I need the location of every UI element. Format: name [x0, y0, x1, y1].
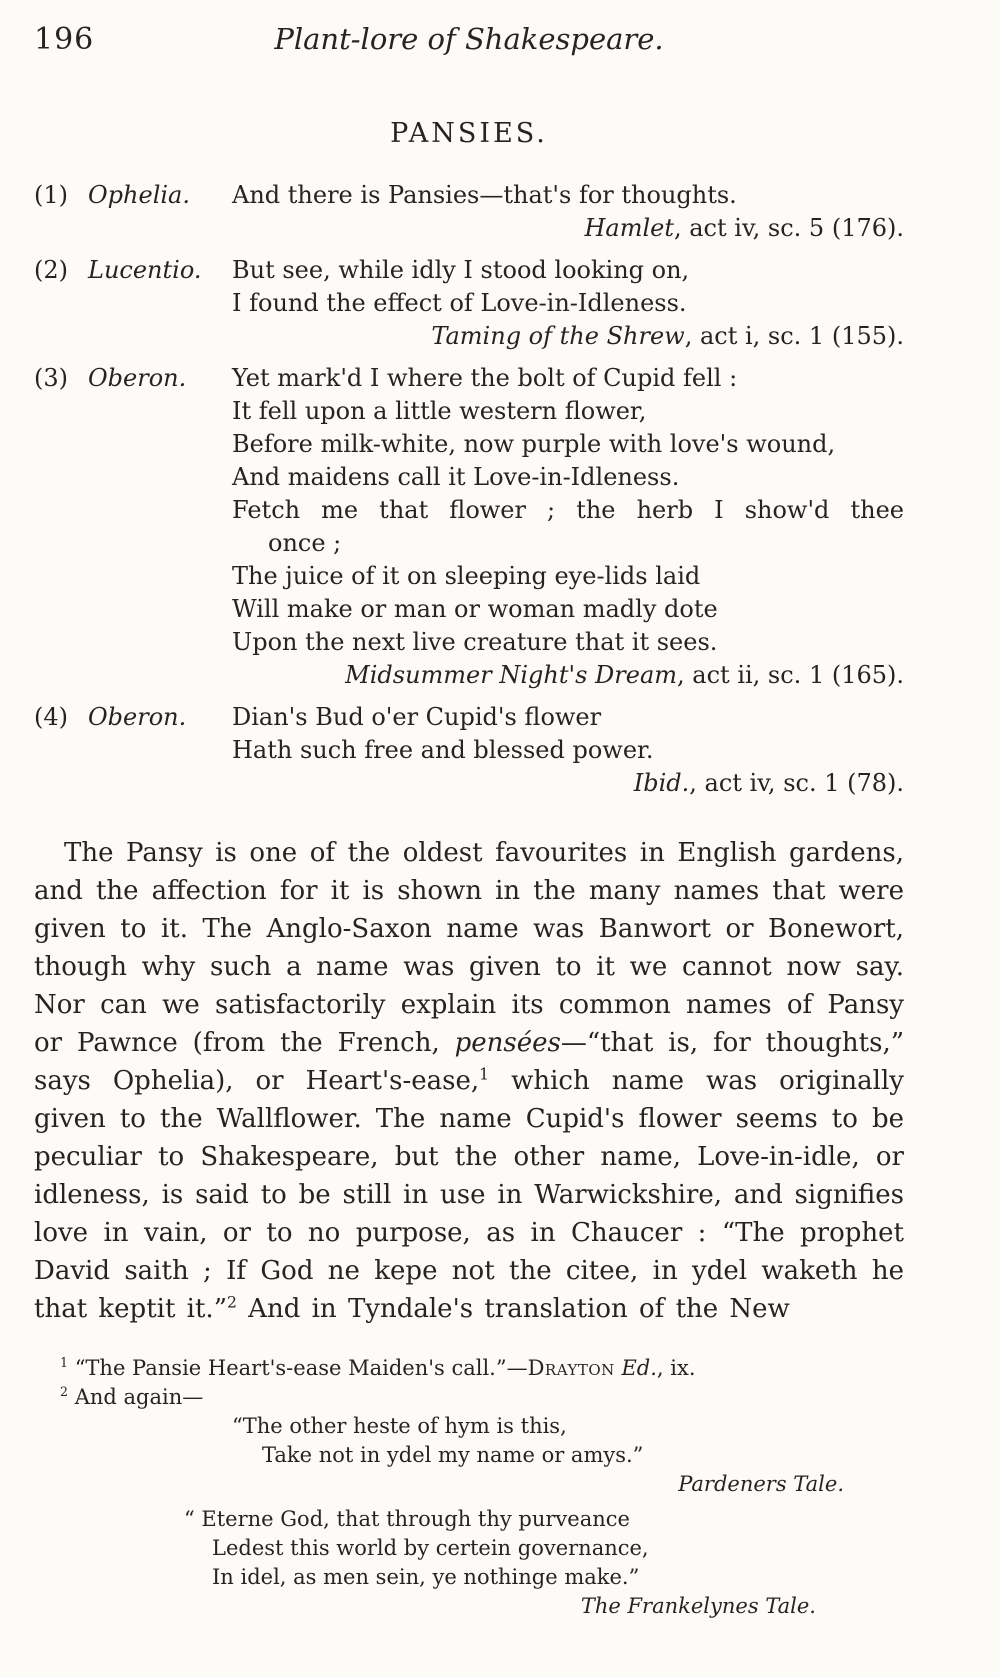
body-italic-word: pensées — [454, 1028, 561, 1058]
quote-number: (1) — [34, 181, 68, 209]
verse-line: Fetch me that flower ; the herb I show'd thee — [232, 496, 904, 524]
verse-citation: The Frankelynes Tale. — [580, 1594, 816, 1618]
quotation-2 — [34, 254, 904, 353]
verse-line: I found the effect of Love-in-Idleness. — [232, 289, 687, 317]
footnote-marker-2: 2 — [60, 1384, 69, 1399]
footnote-verse-2 — [184, 1505, 904, 1592]
verse-line: Will make or man or woman madly dote — [232, 595, 718, 623]
citation-work: Midsummer Night's Dream — [345, 661, 678, 689]
quotation-1 — [34, 179, 904, 245]
citation-detail: , act ii, sc. 1 (165). — [677, 661, 904, 689]
citation — [232, 767, 904, 800]
speaker-name: Ophelia. — [88, 181, 190, 209]
verse-line: Upon the next live creature that it sees. — [232, 628, 718, 656]
citation — [232, 212, 904, 245]
verse-line: Ledest this world by certein governance, — [212, 1536, 649, 1560]
verse-citation: Pardeners Tale. — [678, 1472, 844, 1496]
verse-line: Dian's Bud o'er Cupid's flower — [232, 703, 602, 731]
quote-body — [232, 701, 904, 800]
footnotes-section — [34, 1354, 904, 1621]
citation-detail: , act iv, sc. 1 (78). — [689, 769, 904, 797]
footnote-verse-1 — [232, 1412, 904, 1470]
verse-line: Before milk-white, now purple with love's wound, — [232, 430, 836, 458]
verse-line: once ; — [268, 529, 342, 557]
work-abbrev: Ed. — [614, 1356, 657, 1380]
citation-detail: , act i, sc. 1 (155). — [684, 322, 904, 350]
verse-line: Hath such free and blessed power. — [232, 736, 654, 764]
running-head — [34, 22, 904, 68]
verse-line: In idel, as men sein, ye nothinge make.” — [212, 1565, 640, 1589]
verse-line: “The other heste of hym is this, — [232, 1414, 567, 1438]
running-title: Plant-lore of Shakespeare. — [274, 22, 664, 56]
citation-work: Taming of the Shrew — [431, 322, 685, 350]
verse-line: It fell upon a little western flower, — [232, 397, 647, 425]
speaker-name: Oberon. — [88, 364, 187, 392]
quote-number: (4) — [34, 703, 68, 731]
quote-body — [232, 362, 904, 692]
footnote-ref-1: 1 — [479, 1065, 490, 1084]
quote-body — [232, 254, 904, 353]
quotations-section — [34, 179, 904, 800]
verse-line: But see, while idly I stood looking on, — [232, 256, 690, 284]
body-text: —“that is, for thoughts,” says Ophelia), or Heart's-ease, — [34, 1028, 905, 1096]
speaker-name: Lucentio. — [88, 256, 202, 284]
footnote-text: “The Pansie Heart's-ease Maiden's call.”— — [68, 1356, 528, 1380]
author-name: Drayton — [527, 1356, 615, 1380]
footnote-marker-1: 1 — [60, 1355, 69, 1370]
citation-detail: , act iv, sc. 5 (176). — [673, 214, 904, 242]
citation-work: Ibid. — [633, 769, 690, 797]
quotation-3 — [34, 362, 904, 692]
footnote-text: , ix. — [656, 1356, 696, 1380]
footnote-text: And again— — [68, 1385, 204, 1409]
citation — [232, 320, 904, 353]
body-text: And in Tyndale's translation of the New — [236, 1294, 790, 1324]
quote-number: (2) — [34, 256, 68, 284]
page-number: 196 — [34, 22, 95, 57]
body-paragraph — [34, 834, 904, 1328]
quotation-4 — [34, 701, 904, 800]
citation — [232, 659, 904, 692]
citation-work: Hamlet — [584, 214, 674, 242]
body-text: which name was originally given to the Wallflower. The name Cupid's flower seems to be peculiar to Shakespeare, but the other name, Love-in-idle, or idleness, is said to be still in use in Warwickshire, and signifies love in vain, or to no purpose, as in Chaucer : “The prophet David saith ; If God ne kepe not the citee, in ydel waketh he that keptit it.” — [34, 1066, 904, 1324]
verse-line: And there is Pansies—that's for thoughts. — [232, 181, 737, 209]
verse-line: Yet mark'd I where the bolt of Cupid fell : — [232, 364, 738, 392]
verse-line: The juice of it on sleeping eye-lids laid — [232, 562, 701, 590]
quote-body — [232, 179, 904, 245]
footnote-2-intro — [34, 1383, 904, 1412]
verse-line: And maidens call it Love-in-Idleness. — [232, 463, 680, 491]
speaker-name: Oberon. — [88, 703, 187, 731]
body-text: The Pansy is one of the oldest favourites in English gardens, and the affection for it is shown in the many names that were given to it. The Anglo-Saxon name was Banwort or Bonewort, though why such a name was given to it we cannot now say. Nor can we satisfactorily explain its common names of Pansy or Pawnce (from the French, — [34, 838, 904, 1058]
footnote-ref-2: 2 — [227, 1293, 237, 1312]
verse-line: “ Eterne God, that through thy purveance — [184, 1507, 630, 1531]
section-heading: PANSIES. — [390, 118, 548, 149]
quote-number: (3) — [34, 364, 68, 392]
footnote-1 — [34, 1354, 904, 1383]
verse-line: Take not in ydel my name or amys.” — [262, 1443, 644, 1467]
